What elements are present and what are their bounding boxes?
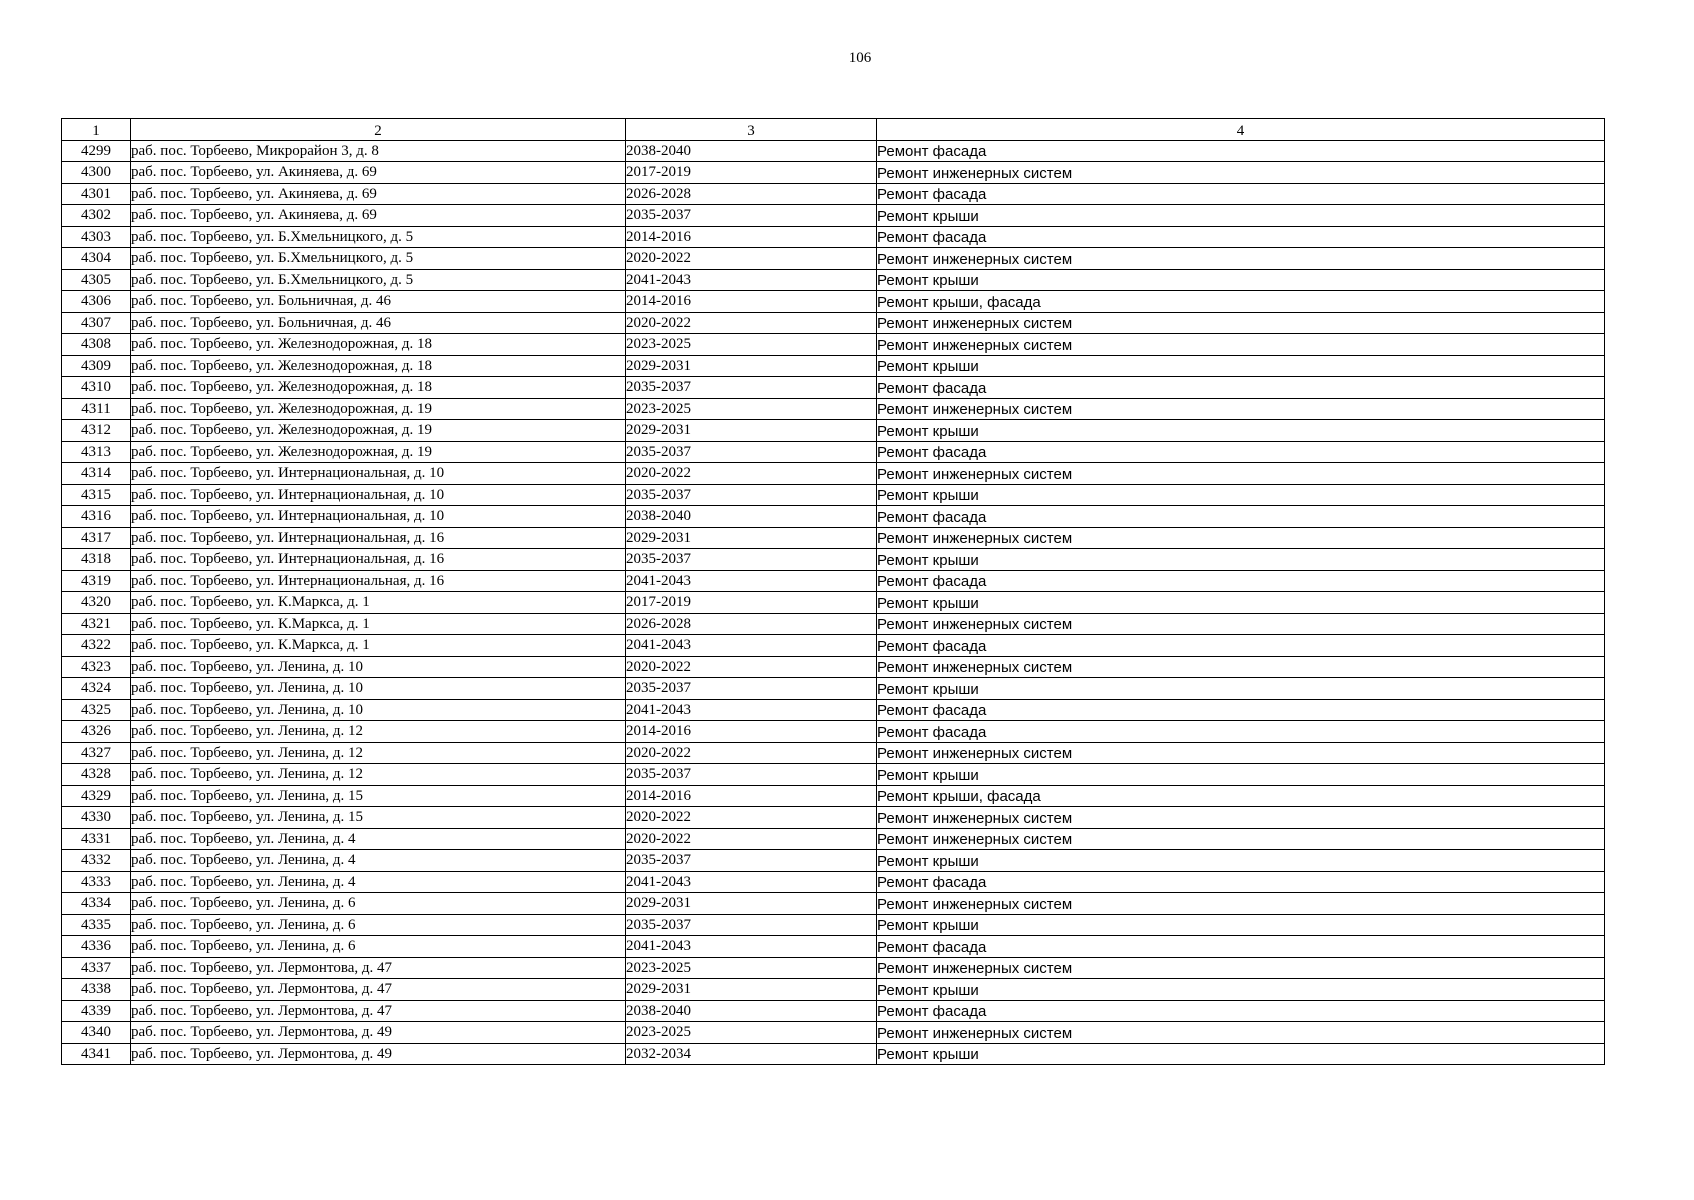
address-cell: раб. пос. Торбеево, ул. Ленина, д. 6	[131, 914, 626, 936]
address-cell: раб. пос. Торбеево, ул. Интернациональная, д. 16	[131, 527, 626, 549]
table-row	[62, 398, 1605, 420]
column-header-1: 1	[62, 119, 131, 141]
period-cell: 2029-2031	[626, 893, 877, 915]
work-type-cell: Ремонт фасада	[877, 506, 1605, 528]
work-type-cell: Ремонт фасада	[877, 441, 1605, 463]
period-cell: 2032-2034	[626, 1043, 877, 1065]
work-type-cell: Ремонт крыши	[877, 979, 1605, 1001]
column-header-3: 3	[626, 119, 877, 141]
address-cell: раб. пос. Торбеево, Микрорайон 3, д. 8	[131, 140, 626, 162]
address-cell: раб. пос. Торбеево, ул. Ленина, д. 4	[131, 828, 626, 850]
period-cell: 2035-2037	[626, 484, 877, 506]
period-cell: 2041-2043	[626, 269, 877, 291]
work-type-cell: Ремонт инженерных систем	[877, 162, 1605, 184]
address-cell: раб. пос. Торбеево, ул. Интернациональная, д. 10	[131, 484, 626, 506]
table-row	[62, 312, 1605, 334]
period-cell: 2020-2022	[626, 312, 877, 334]
table-row	[62, 527, 1605, 549]
period-cell: 2020-2022	[626, 807, 877, 829]
table-row	[62, 377, 1605, 399]
address-cell: раб. пос. Торбеево, ул. Железнодорожная, д. 19	[131, 420, 626, 442]
address-cell: раб. пос. Торбеево, ул. Б.Хмельницкого, д. 5	[131, 269, 626, 291]
row-number-cell: 4337	[62, 957, 131, 979]
column-header-4: 4	[877, 119, 1605, 141]
period-cell: 2023-2025	[626, 957, 877, 979]
work-type-cell: Ремонт фасада	[877, 140, 1605, 162]
period-cell: 2035-2037	[626, 850, 877, 872]
work-type-cell: Ремонт крыши, фасада	[877, 785, 1605, 807]
row-number-cell: 4312	[62, 420, 131, 442]
row-number-cell: 4341	[62, 1043, 131, 1065]
work-type-cell: Ремонт крыши	[877, 764, 1605, 786]
address-cell: раб. пос. Торбеево, ул. Ленина, д. 12	[131, 721, 626, 743]
period-cell: 2023-2025	[626, 398, 877, 420]
row-number-cell: 4336	[62, 936, 131, 958]
address-cell: раб. пос. Торбеево, ул. Акиняева, д. 69	[131, 183, 626, 205]
work-type-cell: Ремонт инженерных систем	[877, 807, 1605, 829]
row-number-cell: 4308	[62, 334, 131, 356]
table-row	[62, 334, 1605, 356]
period-cell: 2026-2028	[626, 613, 877, 635]
table-row	[62, 269, 1605, 291]
work-type-cell: Ремонт инженерных систем	[877, 1022, 1605, 1044]
table-row	[62, 764, 1605, 786]
address-cell: раб. пос. Торбеево, ул. Ленина, д. 10	[131, 656, 626, 678]
work-type-cell: Ремонт фасада	[877, 721, 1605, 743]
row-number-cell: 4310	[62, 377, 131, 399]
work-type-cell: Ремонт фасада	[877, 226, 1605, 248]
table-row	[62, 699, 1605, 721]
address-cell: раб. пос. Торбеево, ул. Ленина, д. 10	[131, 678, 626, 700]
work-type-cell: Ремонт инженерных систем	[877, 312, 1605, 334]
row-number-cell: 4300	[62, 162, 131, 184]
table-row	[62, 678, 1605, 700]
period-cell: 2035-2037	[626, 377, 877, 399]
period-cell: 2041-2043	[626, 699, 877, 721]
address-cell: раб. пос. Торбеево, ул. Интернациональная, д. 10	[131, 506, 626, 528]
table-row	[62, 785, 1605, 807]
period-cell: 2014-2016	[626, 721, 877, 743]
period-cell: 2035-2037	[626, 549, 877, 571]
address-cell: раб. пос. Торбеево, ул. Ленина, д. 4	[131, 850, 626, 872]
address-cell: раб. пос. Торбеево, ул. К.Маркса, д. 1	[131, 592, 626, 614]
row-number-cell: 4325	[62, 699, 131, 721]
table-body	[62, 140, 1605, 1065]
row-number-cell: 4318	[62, 549, 131, 571]
period-cell: 2020-2022	[626, 248, 877, 270]
row-number-cell: 4311	[62, 398, 131, 420]
work-type-cell: Ремонт инженерных систем	[877, 742, 1605, 764]
address-cell: раб. пос. Торбеево, ул. Ленина, д. 6	[131, 936, 626, 958]
period-cell: 2035-2037	[626, 441, 877, 463]
period-cell: 2035-2037	[626, 678, 877, 700]
row-number-cell: 4339	[62, 1000, 131, 1022]
table-row	[62, 635, 1605, 657]
table-row	[62, 183, 1605, 205]
period-cell: 2026-2028	[626, 183, 877, 205]
work-type-cell: Ремонт инженерных систем	[877, 893, 1605, 915]
address-cell: раб. пос. Торбеево, ул. Интернациональная, д. 16	[131, 549, 626, 571]
period-cell: 2014-2016	[626, 226, 877, 248]
work-type-cell: Ремонт крыши	[877, 269, 1605, 291]
period-cell: 2041-2043	[626, 635, 877, 657]
row-number-cell: 4313	[62, 441, 131, 463]
page-number: 106	[848, 50, 872, 66]
address-cell: раб. пос. Торбеево, ул. Акиняева, д. 69	[131, 162, 626, 184]
table-row	[62, 592, 1605, 614]
row-number-cell: 4330	[62, 807, 131, 829]
table-row	[62, 914, 1605, 936]
work-type-cell: Ремонт крыши	[877, 850, 1605, 872]
address-cell: раб. пос. Торбеево, ул. Ленина, д. 15	[131, 807, 626, 829]
period-cell: 2017-2019	[626, 162, 877, 184]
address-cell: раб. пос. Торбеево, ул. Ленина, д. 12	[131, 742, 626, 764]
address-cell: раб. пос. Торбеево, ул. Больничная, д. 46	[131, 291, 626, 313]
work-type-cell: Ремонт крыши	[877, 355, 1605, 377]
row-number-cell: 4327	[62, 742, 131, 764]
address-cell: раб. пос. Торбеево, ул. Железнодорожная, д. 19	[131, 398, 626, 420]
address-cell: раб. пос. Торбеево, ул. Лермонтова, д. 47	[131, 1000, 626, 1022]
address-cell: раб. пос. Торбеево, ул. Ленина, д. 4	[131, 871, 626, 893]
period-cell: 2041-2043	[626, 936, 877, 958]
period-cell: 2038-2040	[626, 506, 877, 528]
table-row	[62, 979, 1605, 1001]
address-cell: раб. пос. Торбеево, ул. Больничная, д. 46	[131, 312, 626, 334]
address-cell: раб. пос. Торбеево, ул. К.Маркса, д. 1	[131, 635, 626, 657]
address-cell: раб. пос. Торбеево, ул. Лермонтова, д. 47	[131, 979, 626, 1001]
row-number-cell: 4322	[62, 635, 131, 657]
address-cell: раб. пос. Торбеево, ул. Железнодорожная, д. 18	[131, 355, 626, 377]
column-header-2: 2	[131, 119, 626, 141]
row-number-cell: 4309	[62, 355, 131, 377]
address-cell: раб. пос. Торбеево, ул. Ленина, д. 6	[131, 893, 626, 915]
table-row	[62, 549, 1605, 571]
table-row	[62, 484, 1605, 506]
row-number-cell: 4305	[62, 269, 131, 291]
period-cell: 2023-2025	[626, 334, 877, 356]
work-type-cell: Ремонт фасада	[877, 377, 1605, 399]
row-number-cell: 4333	[62, 871, 131, 893]
work-type-cell: Ремонт инженерных систем	[877, 613, 1605, 635]
work-type-cell: Ремонт инженерных систем	[877, 334, 1605, 356]
address-cell: раб. пос. Торбеево, ул. К.Маркса, д. 1	[131, 613, 626, 635]
table-row	[62, 828, 1605, 850]
address-cell: раб. пос. Торбеево, ул. Лермонтова, д. 49	[131, 1022, 626, 1044]
work-type-cell: Ремонт фасада	[877, 699, 1605, 721]
table-row	[62, 441, 1605, 463]
address-cell: раб. пос. Торбеево, ул. Интернациональная, д. 10	[131, 463, 626, 485]
address-cell: раб. пос. Торбеево, ул. Интернациональная, д. 16	[131, 570, 626, 592]
period-cell: 2014-2016	[626, 291, 877, 313]
work-type-cell: Ремонт инженерных систем	[877, 248, 1605, 270]
row-number-cell: 4306	[62, 291, 131, 313]
table-row	[62, 1043, 1605, 1065]
period-cell: 2029-2031	[626, 420, 877, 442]
work-type-cell: Ремонт фасада	[877, 635, 1605, 657]
table-row	[62, 742, 1605, 764]
row-number-cell: 4323	[62, 656, 131, 678]
period-cell: 2014-2016	[626, 785, 877, 807]
table-row	[62, 936, 1605, 958]
address-cell: раб. пос. Торбеево, ул. Железнодорожная, д. 18	[131, 377, 626, 399]
table-row	[62, 205, 1605, 227]
table-row	[62, 871, 1605, 893]
table-row	[62, 140, 1605, 162]
address-cell: раб. пос. Торбеево, ул. Б.Хмельницкого, д. 5	[131, 248, 626, 270]
period-cell: 2035-2037	[626, 205, 877, 227]
work-type-cell: Ремонт фасада	[877, 183, 1605, 205]
work-type-cell: Ремонт инженерных систем	[877, 957, 1605, 979]
address-cell: раб. пос. Торбеево, ул. Железнодорожная, д. 19	[131, 441, 626, 463]
table-row	[62, 656, 1605, 678]
address-cell: раб. пос. Торбеево, ул. Лермонтова, д. 47	[131, 957, 626, 979]
row-number-cell: 4321	[62, 613, 131, 635]
period-cell: 2029-2031	[626, 527, 877, 549]
work-type-cell: Ремонт инженерных систем	[877, 463, 1605, 485]
table-row	[62, 291, 1605, 313]
row-number-cell: 4329	[62, 785, 131, 807]
period-cell: 2023-2025	[626, 1022, 877, 1044]
period-cell: 2035-2037	[626, 764, 877, 786]
work-type-cell: Ремонт инженерных систем	[877, 656, 1605, 678]
work-type-cell: Ремонт крыши	[877, 420, 1605, 442]
work-type-cell: Ремонт крыши	[877, 484, 1605, 506]
address-cell: раб. пос. Торбеево, ул. Акиняева, д. 69	[131, 205, 626, 227]
work-type-cell: Ремонт крыши, фасада	[877, 291, 1605, 313]
table-row	[62, 162, 1605, 184]
period-cell: 2020-2022	[626, 828, 877, 850]
work-type-cell: Ремонт фасада	[877, 936, 1605, 958]
row-number-cell: 4299	[62, 140, 131, 162]
row-number-cell: 4307	[62, 312, 131, 334]
table-row	[62, 893, 1605, 915]
work-type-cell: Ремонт крыши	[877, 205, 1605, 227]
row-number-cell: 4316	[62, 506, 131, 528]
row-number-cell: 4324	[62, 678, 131, 700]
row-number-cell: 4340	[62, 1022, 131, 1044]
row-number-cell: 4332	[62, 850, 131, 872]
row-number-cell: 4320	[62, 592, 131, 614]
row-number-cell: 4328	[62, 764, 131, 786]
address-cell: раб. пос. Торбеево, ул. Ленина, д. 15	[131, 785, 626, 807]
period-cell: 2035-2037	[626, 914, 877, 936]
work-type-cell: Ремонт фасада	[877, 1000, 1605, 1022]
row-number-cell: 4331	[62, 828, 131, 850]
address-cell: раб. пос. Торбеево, ул. Б.Хмельницкого, д. 5	[131, 226, 626, 248]
table-row	[62, 420, 1605, 442]
table-row	[62, 957, 1605, 979]
row-number-cell: 4301	[62, 183, 131, 205]
table-row	[62, 807, 1605, 829]
period-cell: 2038-2040	[626, 1000, 877, 1022]
table-row	[62, 226, 1605, 248]
table-row	[62, 1000, 1605, 1022]
row-number-cell: 4314	[62, 463, 131, 485]
row-number-cell: 4315	[62, 484, 131, 506]
table-row	[62, 355, 1605, 377]
work-type-cell: Ремонт инженерных систем	[877, 527, 1605, 549]
period-cell: 2020-2022	[626, 656, 877, 678]
row-number-cell: 4304	[62, 248, 131, 270]
table-row	[62, 463, 1605, 485]
period-cell: 2029-2031	[626, 979, 877, 1001]
table-row	[62, 1022, 1605, 1044]
row-number-cell: 4319	[62, 570, 131, 592]
table-row	[62, 506, 1605, 528]
row-number-cell: 4317	[62, 527, 131, 549]
work-type-cell: Ремонт фасада	[877, 871, 1605, 893]
table-header-row	[62, 119, 1605, 141]
repair-schedule-table	[61, 118, 1605, 1065]
table-row	[62, 613, 1605, 635]
address-cell: раб. пос. Торбеево, ул. Ленина, д. 12	[131, 764, 626, 786]
period-cell: 2020-2022	[626, 742, 877, 764]
period-cell: 2020-2022	[626, 463, 877, 485]
row-number-cell: 4334	[62, 893, 131, 915]
period-cell: 2038-2040	[626, 140, 877, 162]
period-cell: 2041-2043	[626, 570, 877, 592]
period-cell: 2041-2043	[626, 871, 877, 893]
work-type-cell: Ремонт крыши	[877, 592, 1605, 614]
period-cell: 2029-2031	[626, 355, 877, 377]
address-cell: раб. пос. Торбеево, ул. Железнодорожная, д. 18	[131, 334, 626, 356]
table-row	[62, 248, 1605, 270]
row-number-cell: 4326	[62, 721, 131, 743]
work-type-cell: Ремонт крыши	[877, 1043, 1605, 1065]
row-number-cell: 4338	[62, 979, 131, 1001]
work-type-cell: Ремонт крыши	[877, 678, 1605, 700]
table-row	[62, 570, 1605, 592]
period-cell: 2017-2019	[626, 592, 877, 614]
row-number-cell: 4302	[62, 205, 131, 227]
address-cell: раб. пос. Торбеево, ул. Лермонтова, д. 49	[131, 1043, 626, 1065]
table-row	[62, 721, 1605, 743]
address-cell: раб. пос. Торбеево, ул. Ленина, д. 10	[131, 699, 626, 721]
work-type-cell: Ремонт крыши	[877, 914, 1605, 936]
row-number-cell: 4303	[62, 226, 131, 248]
work-type-cell: Ремонт крыши	[877, 549, 1605, 571]
work-type-cell: Ремонт инженерных систем	[877, 828, 1605, 850]
work-type-cell: Ремонт фасада	[877, 570, 1605, 592]
row-number-cell: 4335	[62, 914, 131, 936]
work-type-cell: Ремонт инженерных систем	[877, 398, 1605, 420]
table-row	[62, 850, 1605, 872]
